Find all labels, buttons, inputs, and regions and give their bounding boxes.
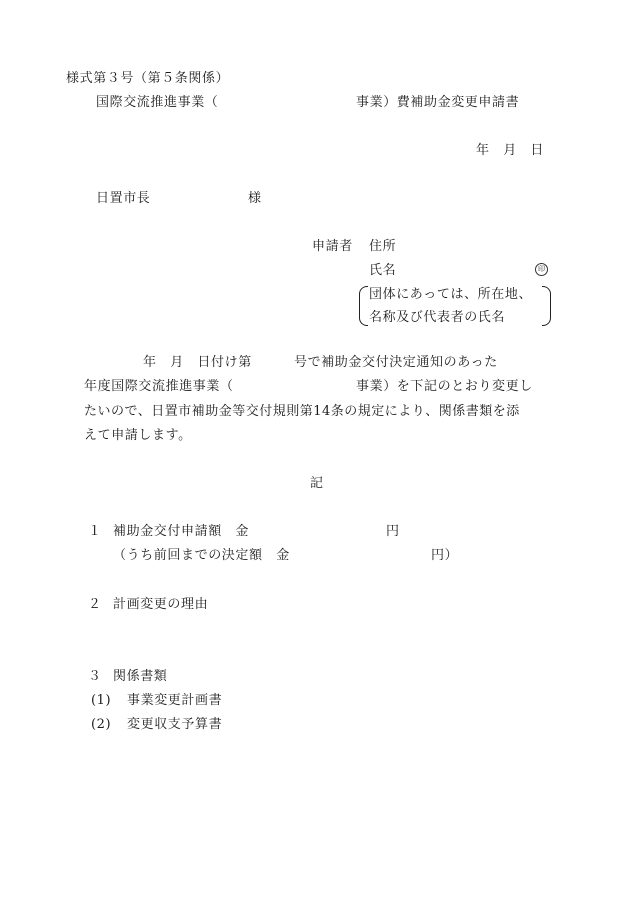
ki-heading: 記 <box>310 476 324 491</box>
left-bracket <box>359 286 368 326</box>
right-bracket <box>542 286 551 326</box>
address-label: 住所 <box>369 239 397 254</box>
item1-number: １ <box>88 524 102 539</box>
body-line2-part1: 年度国際交流推進事業（ <box>84 379 234 394</box>
date-line: 年 月 日 <box>476 143 545 158</box>
body-line1-part1: 年 月 日付け第 <box>143 355 252 370</box>
item1-label: 補助金交付申請額 金 <box>113 524 250 539</box>
body-line4: えて申請します。 <box>84 428 192 443</box>
item2-number: ２ <box>88 597 102 612</box>
doc-2-number: (2) <box>91 717 112 732</box>
org-note-line2: 名称及び代表者の氏名 <box>369 310 506 325</box>
name-label: 氏名 <box>369 263 397 278</box>
title-suffix: 事業）費補助金変更申請書 <box>356 95 520 110</box>
seal-mark-icon: 印 <box>535 263 548 276</box>
doc-1-number: (1) <box>91 693 112 708</box>
applicant-label: 申請者 <box>312 239 353 254</box>
item1-unit: 円 <box>386 524 400 539</box>
body-line2-part2: 事業）を下記のとおり変更し <box>356 379 533 394</box>
org-note-line1: 団体にあっては、所在地、 <box>369 287 533 302</box>
addressee-honorific: 様 <box>248 191 262 206</box>
item2-label: 計画変更の理由 <box>113 597 209 612</box>
form-number: 様式第３号（第５条関係） <box>66 71 230 86</box>
item3-label: 関係書類 <box>113 669 168 684</box>
item1-sub-open: （うち前回までの決定額 金 <box>113 548 290 563</box>
body-line3: たいので、日置市補助金等交付規則第14条の規定により、関係書類を添 <box>84 404 520 419</box>
body-line1-part2: 号で補助金交付決定通知のあった <box>294 355 498 370</box>
addressee-name: 日置市長 <box>96 191 151 206</box>
doc-1-label: 事業変更計画書 <box>127 693 223 708</box>
doc-2-label: 変更収支予算書 <box>127 717 223 732</box>
title-prefix: 国際交流推進事業（ <box>96 95 219 110</box>
item1-sub-unit: 円） <box>431 548 459 563</box>
item3-number: ３ <box>88 669 102 684</box>
